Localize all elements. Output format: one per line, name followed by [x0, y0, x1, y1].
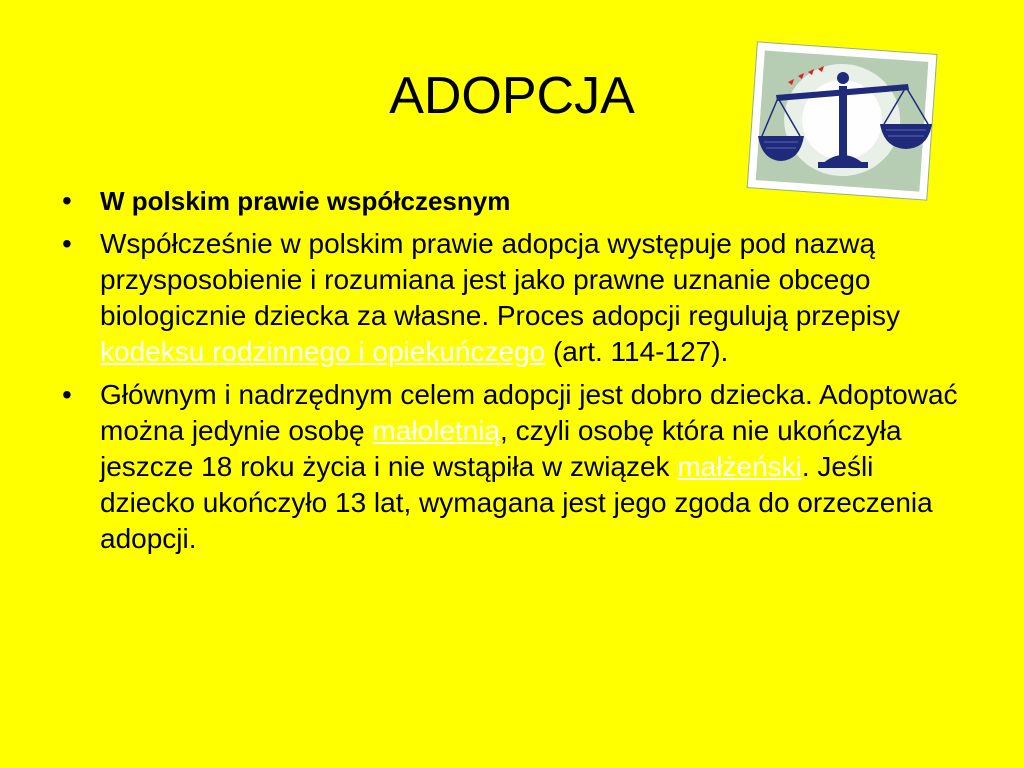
bullet-list [62, 183, 962, 564]
slide-title: ADOPCJA [389, 67, 635, 125]
link-kodeks[interactable]: kodeksu rodzinnego i opiekuńczego [100, 336, 546, 367]
section-heading: W polskim prawie współczesnym [100, 186, 511, 216]
scales-of-justice-icon [742, 38, 942, 206]
paragraph-text: , czyli osobę która nie ukończyła jeszcze 18 roku życia i nie wstąpiła w związek [100, 415, 902, 482]
paragraph-text: Głównym i nadrzędnym celem adopcji jest dobro dziecka. Adoptować można jedynie osobę [100, 379, 958, 446]
paragraph-text: . Jeśli dziecko ukończyło 13 lat, wymagana jest jego zgoda do orzeczenia adopcji. [100, 451, 933, 554]
list-item [62, 377, 962, 557]
paragraph-text: Współcześnie w polskim prawie adopcja występuje pod nazwą przysposobienie i rozumiana jest jako prawne uznanie obcego biologicznie dziecka za własne. Proces adopcji regulują przepisy [100, 228, 900, 331]
bullet-marker: • [62, 379, 72, 410]
list-item [62, 226, 962, 370]
paragraph [100, 226, 960, 370]
paragraph-text: (art. 114-127). [545, 336, 729, 367]
link-malzenski[interactable]: małżeński [677, 451, 802, 482]
paragraph [100, 377, 960, 557]
bullet-marker: • [62, 185, 72, 216]
link-maloletnia[interactable]: małoletnią [372, 415, 501, 446]
list-item [62, 183, 962, 219]
bullet-marker: • [62, 228, 72, 259]
